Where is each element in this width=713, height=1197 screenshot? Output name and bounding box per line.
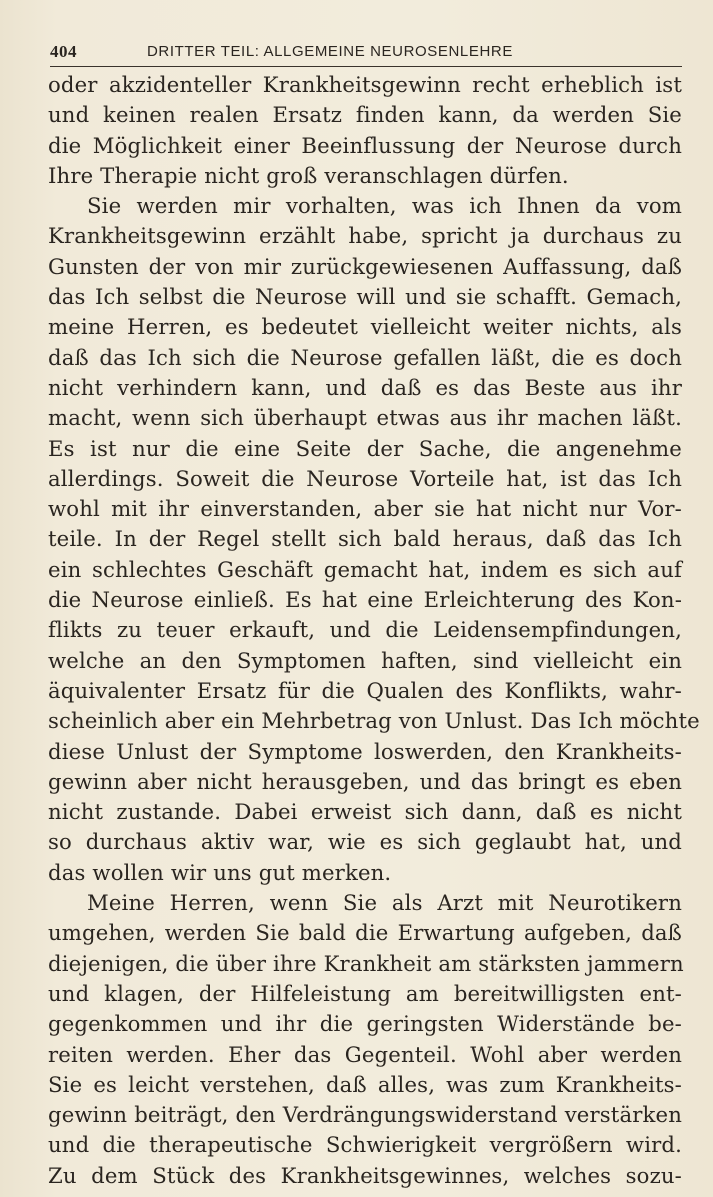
- text-line: nicht verhindern kann, und daß es das Beste aus ihr: [48, 374, 682, 400]
- text-line: umgehen, werden Sie bald die Erwartung aufgeben, daß: [48, 920, 682, 946]
- text-line: das Ich selbst die Neurose will und sie schafft. Gemach,: [48, 284, 682, 310]
- text-line: reiten werden. Eher das Gegenteil. Wohl aber werden: [48, 1041, 682, 1067]
- text-line: äquivalenter Ersatz für die Qualen des Konflikts, wahr-: [48, 677, 682, 703]
- body-text: [48, 70, 700, 1191]
- text-line: meine Herren, es bedeutet vielleicht weiter nichts, als: [48, 314, 682, 340]
- text-line: gewinn beiträgt, den Verdrängungswiderstand verstärken: [48, 1102, 682, 1128]
- text-line: so durchaus aktiv war, wie es sich geglaubt hat, und: [48, 829, 682, 855]
- text-line: flikts zu teuer erkauft, und die Leidensempfindungen,: [48, 617, 682, 643]
- text-line: macht, wenn sich überhaupt etwas aus ihr machen läßt.: [48, 405, 682, 431]
- page-number: 404: [50, 42, 77, 61]
- text-line: Ihre Therapie nicht groß veranschlagen dürfen.: [48, 162, 569, 188]
- text-line: Meine Herren, wenn Sie als Arzt mit Neurotikern: [87, 890, 682, 916]
- text-line: wohl mit ihr einverstanden, aber sie hat nicht nur Vor-: [48, 496, 682, 522]
- text-line: die Möglichkeit einer Beeinflussung der Neurose durch: [48, 132, 682, 158]
- text-line: scheinlich aber ein Mehrbetrag von Unlust. Das Ich möchte: [48, 708, 700, 734]
- text-line: allerdings. Soweit die Neurose Vorteile hat, ist das Ich: [48, 465, 682, 491]
- text-line: gegenkommen und ihr die geringsten Widerstände be-: [48, 1011, 682, 1037]
- text-line: diese Unlust der Symptome loswerden, den Krankheits-: [48, 738, 682, 764]
- text-line: teile. In der Regel stellt sich bald heraus, daß das Ich: [48, 526, 682, 552]
- text-line: und die therapeutische Schwierigkeit vergrößern wird.: [48, 1132, 682, 1158]
- text-line: welche an den Symptomen haften, sind vielleicht ein: [48, 647, 682, 673]
- text-line: und keinen realen Ersatz finden kann, da werden Sie: [48, 102, 682, 128]
- text-line: Es ist nur die eine Seite der Sache, die angenehme: [48, 435, 682, 461]
- text-line: das wollen wir uns gut merken.: [48, 859, 392, 885]
- text-line: diejenigen, die über ihre Krankheit am stärksten jammern: [48, 950, 684, 976]
- text-line: Sie werden mir vorhalten, was ich Ihnen da vom: [87, 193, 682, 219]
- text-line: Zu dem Stück des Krankheitsgewinnes, welches sozu-: [48, 1162, 682, 1188]
- text-line: und klagen, der Hilfeleistung am bereitwilligsten ent-: [48, 980, 682, 1006]
- text-line: Krankheitsgewinn erzählt habe, spricht ja durchaus zu: [48, 223, 682, 249]
- page-header: [50, 42, 682, 67]
- text-line: daß das Ich sich die Neurose gefallen läßt, die es doch: [48, 344, 682, 370]
- text-line: gewinn aber nicht herausgeben, und das bringt es eben: [48, 768, 682, 794]
- text-line: oder akzidenteller Krankheitsgewinn recht erheblich ist: [48, 72, 682, 97]
- text-line: Sie es leicht verstehen, daß alles, was zum Krankheits-: [48, 1071, 682, 1097]
- running-head: DRITTER TEIL: ALLGEMEINE NEUROSENLEHRE: [147, 43, 513, 60]
- text-line: Gunsten der von mir zurückgewiesenen Auffassung, daß: [48, 253, 682, 279]
- text-line: nicht zustande. Dabei erweist sich dann, daß es nicht: [48, 799, 682, 825]
- text-line: die Neurose einließ. Es hat eine Erleichterung des Kon-: [48, 587, 682, 613]
- text-line: ein schlechtes Geschäft gemacht hat, indem es sich auf: [48, 556, 682, 582]
